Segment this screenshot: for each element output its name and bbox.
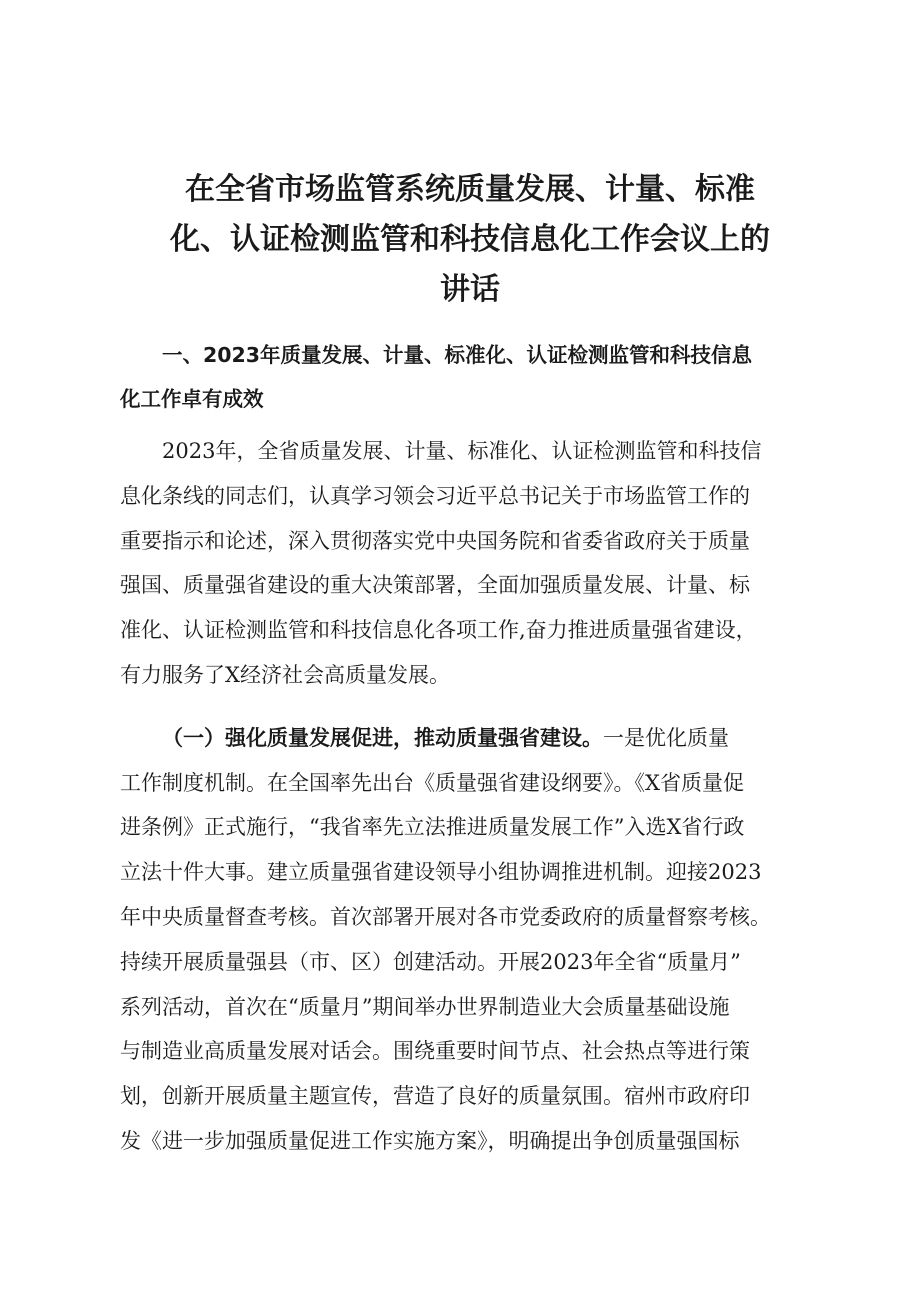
paragraph-line: 系列活动，首次在“质量月”期间举办世界制造业大会质量基础设施: [120, 994, 730, 1019]
paragraph-line: 划，创新开展质量主题宣传，营造了良好的质量氛围。宿州市政府印: [120, 1084, 750, 1109]
section-heading-line: 一、2023年质量发展、计量、标准化、认证检测监管和科技信息: [162, 343, 753, 367]
paragraph-line: 重要指示和论述，深入贯彻落实党中央国务院和省委省政府关于质量: [120, 528, 750, 553]
paragraph-line: 工作制度机制。在全国率先出台《质量强省建设纲要》。《X省质量促: [120, 770, 744, 795]
paragraph-line: 年中央质量督查考核。首次部署开展对各市党委政府的质量督察考核。: [120, 904, 771, 929]
title-line: 讲话: [440, 272, 500, 307]
paragraph-line: 发《进一步加强质量促进工作实施方案》，明确提出争创质量强国标: [120, 1128, 740, 1153]
paragraph-lead-bold: （一）强化质量发展促进，推动质量强省建设。: [162, 725, 603, 750]
paragraph-line: 强国、质量强省建设的重大决策部署，全面加强质量发展、计量、标: [120, 573, 750, 598]
paragraph-line: 立法十件大事。建立质量强省建设领导小组协调推进机制。迎接2023: [120, 860, 762, 885]
paragraph-line: 有力服务了X经济社会高质量发展。: [120, 662, 450, 687]
paragraph-line: 息化条线的同志们，认真学习领会习近平总书记关于市场监管工作的: [120, 483, 750, 508]
title-line: 化、认证检测监管和科技信息化工作会议上的: [170, 222, 770, 257]
section-heading-line: 化工作卓有成效: [120, 387, 264, 411]
title-line: 在全省市场监管系统质量发展、计量、标准: [185, 172, 755, 207]
paragraph-line: 进条例》正式施行，“我省率先立法推进质量发展工作”入选X省行政: [120, 815, 745, 840]
paragraph-1: [120, 429, 820, 698]
section-heading: [120, 333, 820, 421]
paragraph-line: [120, 716, 820, 761]
paragraph-line: 与制造业高质量发展对话会。围绕重要时间节点、社会热点等进行策: [120, 1039, 750, 1064]
paragraph-lead-rest: 一是优化质量: [603, 725, 729, 750]
document-page: [120, 165, 820, 1164]
document-title: [120, 165, 820, 315]
paragraph-line: 2023年，全省质量发展、计量、标准化、认证检测监管和科技信: [162, 439, 762, 463]
paragraph-line: 持续开展质量强县（市、区）创建活动。开展2023年全省“质量月”: [120, 949, 741, 974]
paragraph-2: [120, 716, 820, 1164]
paragraph-line: 准化、认证检测监管和科技信息化各项工作,奋力推进质量强省建设，: [120, 618, 757, 643]
